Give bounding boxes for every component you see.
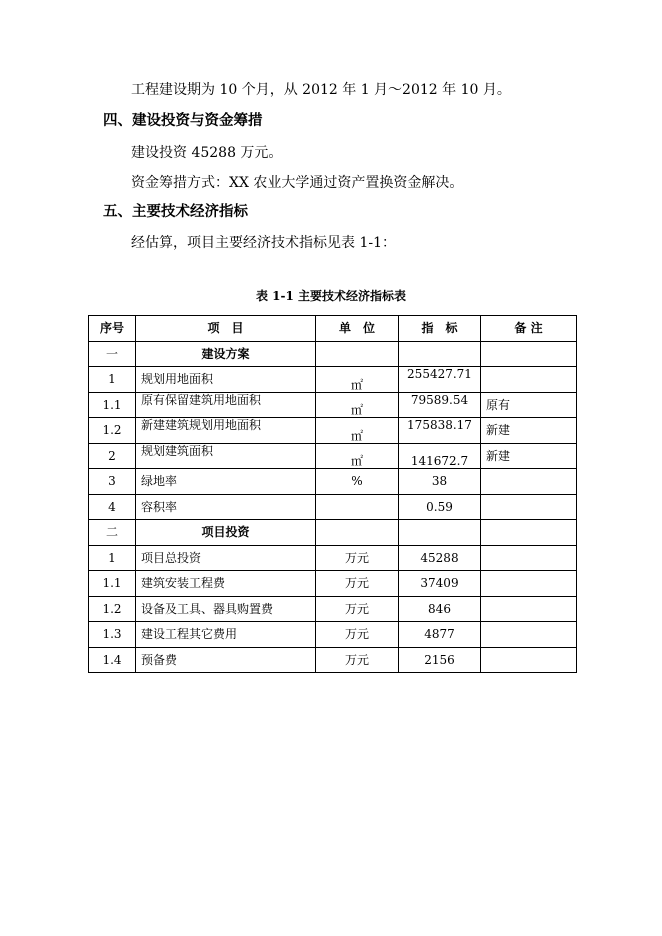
row-note: 原有 (481, 392, 577, 418)
row-note (481, 545, 577, 571)
row-unit: ㎡ (316, 392, 399, 418)
row-item: 规划建筑面积 (136, 443, 316, 469)
table-row (89, 392, 577, 418)
row-note (481, 367, 577, 393)
row-item: 建筑安装工程费 (136, 571, 316, 597)
row-no: 1.4 (89, 647, 136, 673)
header-note: 备 注 (481, 316, 577, 342)
row-no: 2 (89, 443, 136, 469)
row-item: 建设方案 (136, 341, 316, 367)
row-item: 容积率 (136, 494, 316, 520)
header-no: 序号 (89, 316, 136, 342)
row-value: 37409 (399, 571, 481, 597)
row-unit: 万元 (316, 545, 399, 571)
row-unit: ㎡ (316, 367, 399, 393)
row-note: 新建 (481, 443, 577, 469)
row-note (481, 647, 577, 673)
paragraph-construction-period: 工程建设期为 10 个月，从 2012 年 1 月～2012 年 10 月。 (131, 82, 511, 98)
row-item: 项目总投资 (136, 545, 316, 571)
header-unit: 单 位 (316, 316, 399, 342)
table-row (89, 647, 577, 673)
row-item: 项目投资 (136, 520, 316, 546)
row-note (481, 596, 577, 622)
row-note (481, 494, 577, 520)
row-no: 1.2 (89, 596, 136, 622)
header-value: 指 标 (399, 316, 481, 342)
row-unit (316, 494, 399, 520)
row-no: 1.1 (89, 571, 136, 597)
row-no: 1 (89, 367, 136, 393)
row-no: 4 (89, 494, 136, 520)
table-caption: 表 1-1 主要技术经济指标表 (255, 289, 407, 303)
row-value: 2156 (399, 647, 481, 673)
row-note (481, 469, 577, 495)
indicator-table (88, 315, 577, 673)
row-note (481, 622, 577, 648)
row-item: 规划用地面积 (136, 367, 316, 393)
table-row (89, 596, 577, 622)
row-no: 二 (89, 520, 136, 546)
row-unit: % (316, 469, 399, 495)
row-note (481, 571, 577, 597)
row-item: 建设工程其它费用 (136, 622, 316, 648)
row-note (481, 341, 577, 367)
table-row (89, 469, 577, 495)
table-header-row (89, 316, 577, 342)
row-value: 255427.71 (399, 367, 481, 393)
paragraph-funding-method: 资金筹措方式：XX 农业大学通过资产置换资金解决。 (131, 175, 464, 191)
row-value: 175838.17 (399, 418, 481, 444)
row-unit: 万元 (316, 596, 399, 622)
table-row (89, 571, 577, 597)
row-unit: ㎡ (316, 418, 399, 444)
row-item: 原有保留建筑用地面积 (136, 392, 316, 418)
row-value: 0.59 (399, 494, 481, 520)
row-item: 绿地率 (136, 469, 316, 495)
row-item: 设备及工具、器具购置费 (136, 596, 316, 622)
row-value: 846 (399, 596, 481, 622)
row-value (399, 520, 481, 546)
table-row (89, 622, 577, 648)
table-row (89, 494, 577, 520)
table-row (89, 418, 577, 444)
row-unit (316, 520, 399, 546)
row-value: 38 (399, 469, 481, 495)
heading-key-indicators: 五、主要技术经济指标 (103, 203, 248, 220)
row-no: 3 (89, 469, 136, 495)
row-item: 预备费 (136, 647, 316, 673)
table-row (89, 443, 577, 469)
table-row (89, 520, 577, 546)
row-no: 1.3 (89, 622, 136, 648)
row-unit: 万元 (316, 647, 399, 673)
header-item: 项 目 (136, 316, 316, 342)
row-unit (316, 341, 399, 367)
row-no: 1 (89, 545, 136, 571)
heading-investment-funding: 四、建设投资与资金筹措 (103, 112, 263, 129)
row-unit: 万元 (316, 622, 399, 648)
table-row (89, 341, 577, 367)
row-value (399, 341, 481, 367)
row-note: 新建 (481, 418, 577, 444)
row-value: 79589.54 (399, 392, 481, 418)
row-unit: ㎡ (316, 443, 399, 469)
row-no: 1.1 (89, 392, 136, 418)
row-no: 1.2 (89, 418, 136, 444)
table-row (89, 545, 577, 571)
row-item: 新建建筑规划用地面积 (136, 418, 316, 444)
paragraph-estimate-intro: 经估算，项目主要经济技术指标见表 1-1： (131, 235, 396, 251)
row-value: 141672.7 (399, 443, 481, 469)
row-no: 一 (89, 341, 136, 367)
row-value: 4877 (399, 622, 481, 648)
row-value: 45288 (399, 545, 481, 571)
table-row (89, 367, 577, 393)
row-unit: 万元 (316, 571, 399, 597)
row-note (481, 520, 577, 546)
paragraph-investment-amount: 建设投资 45288 万元。 (131, 145, 283, 161)
